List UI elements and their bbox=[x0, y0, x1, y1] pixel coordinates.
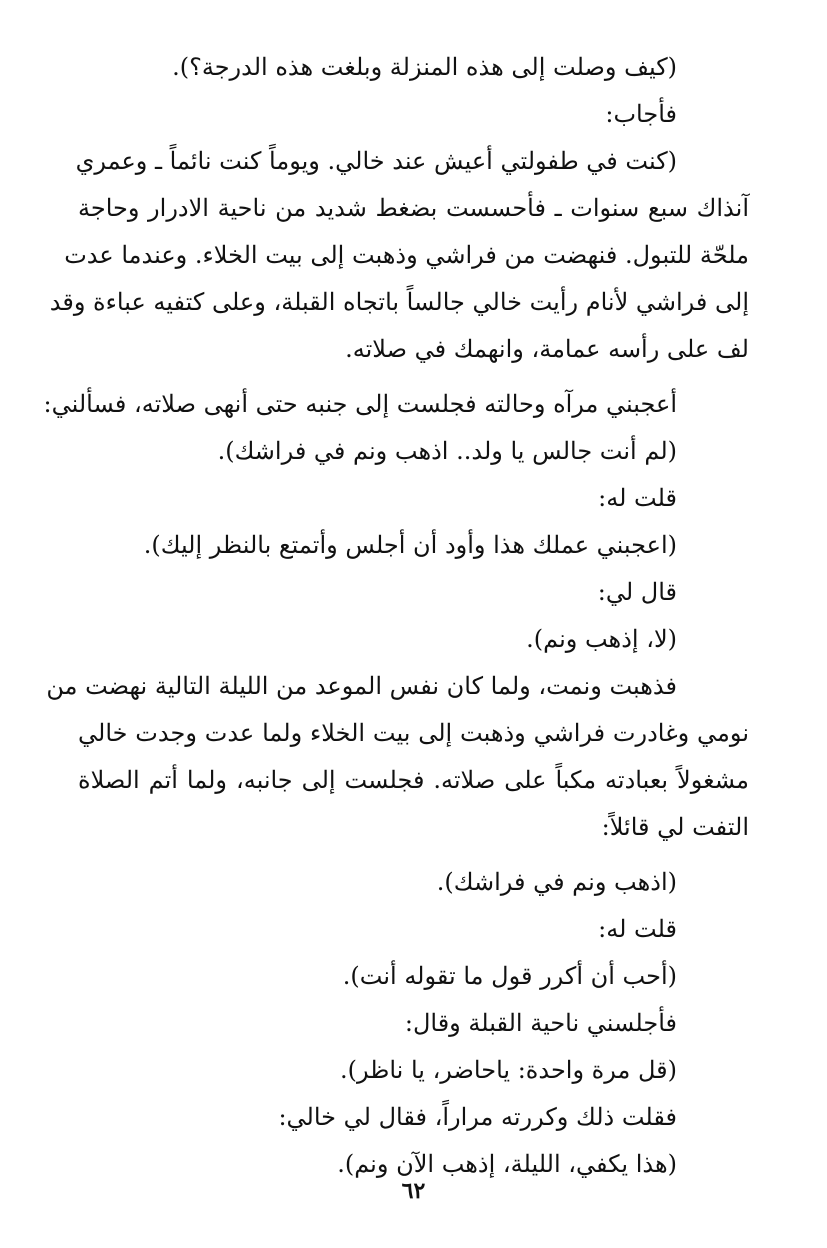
text-line: فأجلسني ناحية القبلة وقال: bbox=[404, 1009, 677, 1037]
text-line: آنذاك سبع سنوات ـ فأحسست بضغط شديد من ناحية الادرار وحاجة bbox=[78, 194, 749, 222]
dialogue-block bbox=[78, 859, 749, 1188]
text-line: (أحب أن أكرر قول ما تقوله أنت). bbox=[342, 962, 677, 990]
text-line: (اعجبني عملك هذا وأود أن أجلس وأتمتع بالنظر إليك). bbox=[143, 531, 677, 559]
text-line: لف على رأسه عمامة، وانهمك في صلاته. bbox=[345, 335, 749, 363]
text-line: (لم أنت جالس يا ولد.. اذهب ونم في فراشك). bbox=[217, 437, 677, 465]
text-line: قلت له: bbox=[598, 915, 677, 943]
text-line: نومي وغادرت فراشي وذهبت إلى بيت الخلاء ولما عدت وجدت خالي bbox=[78, 719, 749, 747]
text-line: فقلت ذلك وكررته مراراً، فقال لي خالي: bbox=[278, 1103, 677, 1131]
paragraph bbox=[46, 663, 749, 851]
text-line: (اذهب ونم في فراشك). bbox=[436, 868, 677, 896]
text-line: (كيف وصلت إلى هذه المنزلة وبلغت هذه الدرجة؟). bbox=[172, 53, 677, 81]
text-line: مشغولاً بعبادته مكباً على صلاته. فجلست إلى جانبه، ولما أتم الصلاة bbox=[78, 766, 749, 794]
body-text bbox=[43, 44, 749, 1188]
question-block bbox=[78, 44, 749, 138]
text-line: قلت له: bbox=[598, 484, 677, 512]
text-line: فأجاب: bbox=[605, 100, 677, 128]
text-line: إلى فراشي لأنام رأيت خالي جالساً باتجاه القبلة، وعلى كتفيه عباءة وقد bbox=[49, 288, 749, 316]
text-line: (هذا يكفي، الليلة، إذهب الآن ونم). bbox=[337, 1150, 677, 1178]
text-line: (لا، إذهب ونم). bbox=[526, 625, 677, 653]
text-line: فذهبت ونمت، ولما كان نفس الموعد من الليلة التالية نهضت من bbox=[46, 672, 677, 700]
dialogue-block bbox=[43, 381, 749, 663]
text-line: ملحّة للتبول. فنهضت من فراشي وذهبت إلى بيت الخلاء. وعندما عدت bbox=[64, 241, 749, 269]
text-line: أعجبني مرآه وحالته فجلست إلى جنبه حتى أنهى صلاته، فسألني: bbox=[43, 390, 677, 418]
text-line: (قل مرة واحدة: ياحاضر، يا ناظر). bbox=[339, 1056, 677, 1084]
page-number: ٦٢ bbox=[401, 1178, 426, 1204]
text-line: قال لي: bbox=[597, 578, 677, 606]
text-line: (كنت في طفولتي أعيش عند خالي. ويوماً كنت نائماً ـ وعمري bbox=[75, 147, 677, 175]
paragraph bbox=[49, 138, 749, 373]
text-line: التفت لي قائلاً: bbox=[601, 813, 749, 841]
